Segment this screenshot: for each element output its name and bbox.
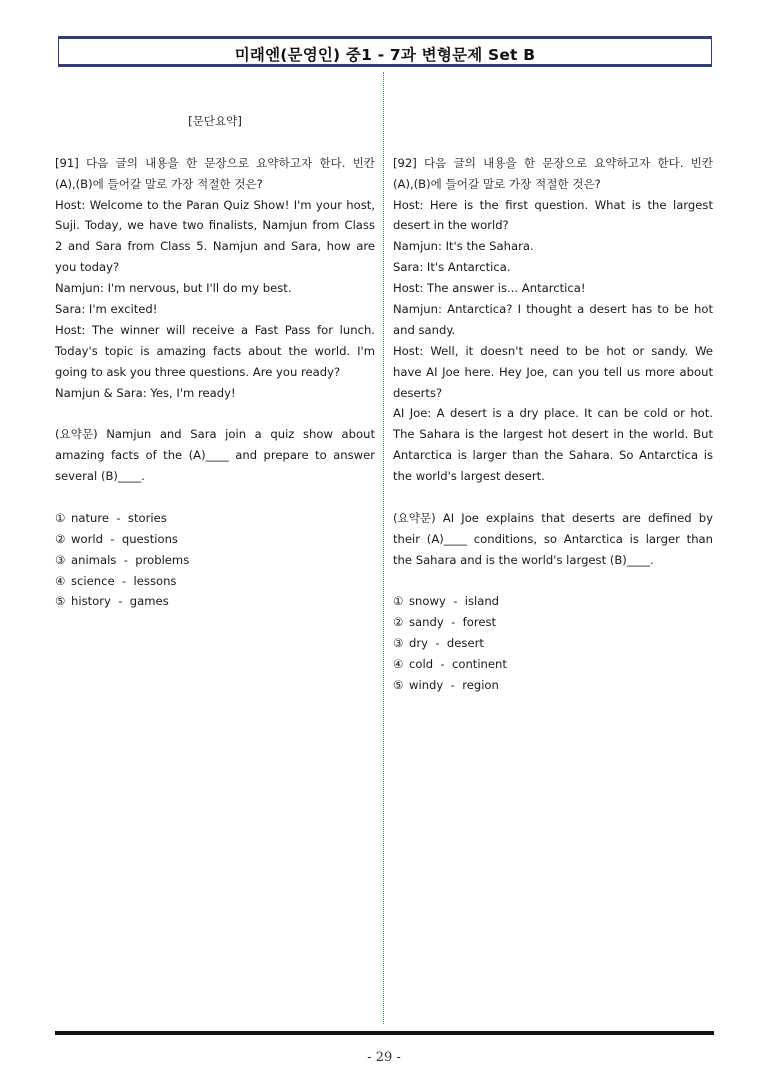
summary-line: (요약문) AI Joe explains that deserts are defined by (393, 510, 713, 525)
passage-line: 2 and Sara from Class 5. Namjun and Sara, how are (55, 239, 375, 254)
passage-line: (A),(B)에 들어갈 말로 가장 적절한 것은? (393, 176, 601, 191)
header-box (58, 36, 712, 66)
q91-summary (55, 424, 375, 487)
answer-option[interactable] (55, 529, 375, 550)
option-text: dry - desert (409, 636, 484, 651)
passage-line: Namjun: It's the Sahara. (393, 239, 534, 254)
answer-option[interactable] (393, 633, 713, 654)
question-92 (393, 111, 713, 696)
summary-line: amazing facts of the (A)____ and prepare to answer (55, 448, 375, 463)
page-number: - 29 - (367, 1050, 401, 1065)
option-number: ④ (393, 657, 404, 672)
option-number: ⑤ (55, 594, 66, 609)
summary-line: the Sahara and is the world's largest (B)____. (393, 552, 654, 567)
option-text: snowy - island (409, 594, 500, 609)
header-underline (58, 64, 712, 67)
passage-line: Suji. Today, we have two finalists, Namjun from Class (55, 218, 375, 233)
passage-line: Sara: It's Antarctica. (393, 260, 511, 275)
passage-line: Host: Well, it doesn't need to be hot or sandy. We (393, 343, 713, 358)
q91-options (55, 508, 375, 612)
option-text: cold - continent (409, 657, 507, 672)
answer-option[interactable] (55, 550, 375, 571)
option-number: ③ (55, 552, 66, 567)
passage-line: Namjun: Antarctica? I thought a desert has to be hot (393, 302, 713, 317)
option-number: ② (55, 531, 66, 546)
option-number: ② (393, 615, 404, 630)
page-title: 미래엔(문영인) 중1 - 7과 변형문제 Set B (234, 46, 536, 64)
answer-option[interactable] (55, 591, 375, 612)
passage-line: you today? (55, 260, 120, 275)
passage-line: [91] 다음 글의 내용을 한 문장으로 요약하고자 한다. 빈칸 (55, 155, 375, 170)
option-text: science - lessons (71, 573, 177, 588)
option-number: ⑤ (393, 678, 404, 693)
passage-line: [92] 다음 글의 내용을 한 문장으로 요약하고자 한다. 빈칸 (393, 155, 713, 170)
option-number: ③ (393, 636, 404, 651)
answer-option[interactable] (55, 571, 375, 592)
option-number: ① (55, 510, 66, 525)
option-text: sandy - forest (409, 615, 497, 630)
passage-line: the world's largest desert. (393, 469, 545, 484)
q92-summary (393, 508, 713, 571)
answer-option[interactable] (55, 508, 375, 529)
option-number: ④ (55, 573, 66, 588)
option-text: animals - problems (71, 552, 190, 567)
summary-line: their (A)____ conditions, so Antarctica is larger than (393, 531, 713, 546)
passage-line: deserts? (393, 385, 443, 400)
summary-line: (요약문) Namjun and Sara join a quiz show about (55, 427, 375, 442)
passage-line: desert in the world? (393, 218, 509, 233)
answer-option[interactable] (393, 654, 713, 675)
answer-option[interactable] (393, 591, 713, 612)
answer-option[interactable] (393, 675, 713, 696)
option-number: ① (393, 594, 404, 609)
passage-line: Host: The answer is... Antarctica! (393, 281, 586, 296)
passage-line: (A),(B)에 들어갈 말로 가장 적절한 것은? (55, 176, 263, 191)
summary-line: several (B)____. (55, 469, 145, 484)
passage-line: Antarctica is larger than the Sahara. So Antarctica is (393, 448, 713, 463)
footer-rule (55, 1031, 714, 1035)
passage-line: Sara: I'm excited! (55, 302, 158, 317)
option-text: world - questions (71, 531, 178, 546)
passage-line: Host: The winner will receive a Fast Pass for lunch. (55, 322, 375, 337)
passage-line: have AI Joe here. Hey Joe, can you tell us more about (393, 364, 713, 379)
passage-line: AI Joe: A desert is a dry place. It can be cold or hot. (393, 406, 713, 421)
passage-line: going to ask you three questions. Are you ready? (55, 364, 341, 379)
option-text: nature - stories (71, 510, 167, 525)
option-text: windy - region (409, 678, 499, 693)
option-text: history - games (71, 594, 169, 609)
q92-passage (393, 153, 713, 487)
passage-line: Namjun & Sara: Yes, I'm ready! (55, 385, 236, 400)
question-91 (55, 111, 375, 612)
passage-line: Host: Here is the first question. What is the largest (393, 197, 713, 212)
passage-line: Host: Welcome to the Paran Quiz Show! I'm your host, (55, 197, 375, 212)
passage-line: Namjun: I'm nervous, but I'll do my best. (55, 281, 292, 296)
column-divider (383, 72, 384, 1024)
passage-line: and sandy. (393, 322, 456, 337)
q92-options (393, 591, 713, 695)
section-label: [문단요약] (188, 114, 242, 128)
passage-line: The Sahara is the largest hot desert in the world. But (393, 427, 713, 442)
answer-option[interactable] (393, 612, 713, 633)
passage-line: Today's topic is amazing facts about the world. I'm (55, 343, 375, 358)
q91-passage (55, 153, 375, 404)
